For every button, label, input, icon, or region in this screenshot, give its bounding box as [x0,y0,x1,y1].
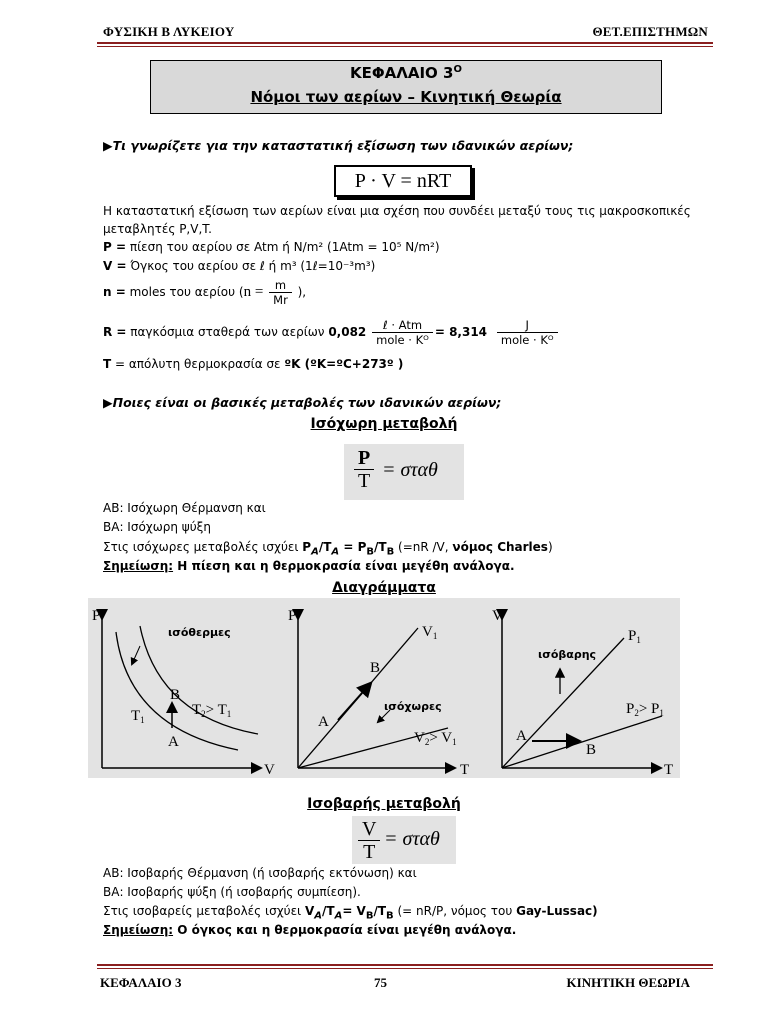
state-equation-formula: P · V = nRT [334,165,472,197]
isobaric-title: Ισοβαρής μεταβολή [307,796,461,812]
diagram-pt-isochores [288,608,469,778]
d2-arrow [338,684,370,720]
footer-rule [97,964,713,966]
d2-relation: $V_2> V_1$ [414,730,457,747]
d2-point-a: A [318,714,329,730]
d3-x-label: T [664,762,674,778]
d1-t1: $T_1$ [131,708,145,725]
d1-point-a: A [168,734,179,750]
p-definition: P = πίεση του αερίου σε Atm ή N/m² (1Atm = 10⁵ N/m²) [103,240,440,254]
header-rule [97,42,713,44]
d3-relation: $P_2> P_1$ [626,701,664,718]
isobaric-law: Στις ισοβαρείς μεταβολές ισχύει $V_A/T_A= V_B/T_B$ (= nR/P, νόμος του Gay-Lussac) [103,904,598,922]
intro-line-1: Η καταστατική εξίσωση των αερίων είναι μια σχέση που συνδέει μεταξύ τους τις μακροσκοπικές [103,204,691,218]
d2-isochore-v2 [298,728,448,768]
t-definition: T = απόλυτη θερμοκρασία σε ºK (ºK=ºC+273º ) [103,357,404,371]
d1-relation: $T_2> T_1$ [192,702,232,719]
diagrams-panel [88,598,680,778]
diagrams-title: Διαγράμματα [332,580,436,596]
isochoric-title: Ισόχωρη μεταβολή [310,416,458,432]
footer-rule-thin [97,968,713,969]
diagram-pv-isotherms [92,608,275,778]
isochoric-line-1: ΑΒ: Ισόχωρη Θέρμανση και [103,501,266,515]
d1-label: ισόθερμες [168,626,231,639]
r-definition: R = παγκόσμια σταθερά των αερίων 0,082 $\frac{\text{ℓ · Atm}}{\text{mole · Kᴼ}}$ = 8,314 $\frac{J}{\text{mole · Kᴼ}}$ [103,318,560,347]
d2-y-label: P [288,608,297,624]
v-definition: V = Όγκος του αερίου σε ℓ ή m³ (1ℓ=10⁻³m³) [103,259,376,273]
isochoric-line-2: ΒΑ: Ισόχωρη ψύξη [103,520,211,534]
d2-label: ισόχωρες [384,700,442,713]
isobaric-line-2: ΒΑ: Ισοβαρής ψύξη (ή ισοβαρής συμπίεση). [103,885,361,899]
chapter-title: ΚΕΦΑΛΑΙΟ $3^O$ [350,64,462,82]
d1-y-label: P [92,608,101,624]
chapter-title-box [150,60,662,114]
isobaric-note: Σημείωση: Ο όγκος και η θερμοκρασία είναι μεγέθη ανάλογα. [103,923,517,937]
d2-v1: $V_1$ [422,624,438,641]
d3-point-b: B [586,742,597,758]
d2-point-b: B [370,660,381,676]
diagram-vt-isobars [492,608,673,778]
d1-point-b: B [170,687,181,703]
isochoric-note: Σημείωση: Η πίεση και η θερμοκρασία είναι μεγέθη ανάλογα. [103,559,515,573]
n-definition: n = moles του αερίου (n = $\frac{m}{Mr}$ ), [103,278,307,307]
d3-label: ισόβαρης [538,648,597,661]
page-number: 75 [374,975,387,990]
footer-left: ΚΕΦΑΛΑΙΟ 3 [100,975,182,990]
d3-p1: $P_1$ [628,628,641,645]
question-basic-changes: ▶Ποιες είναι οι βασικές μεταβολές των ιδανικών αερίων; [103,395,502,410]
d2-x-label: T [460,762,470,778]
isobaric-equation: V T = σταθ [352,816,456,864]
d1-label-pointer [132,646,140,664]
header-rule-thin [97,46,713,47]
isochoric-equation: P T = σταθ [344,444,464,500]
header-left: ΦΥΣΙΚΗ Β ΛΥΚΕΙΟΥ [103,24,235,39]
d3-point-a: A [516,728,527,744]
intro-line-2: μεταβλητές P,V,T. [103,222,212,236]
chapter-subtitle: Νόμοι των αερίων – Κινητική Θεωρία [250,88,562,106]
question-state-equation: ▶Τι γνωρίζετε για την καταστατική εξίσωση των ιδανικών αερίων; [103,138,574,153]
d3-y-label: V [492,608,503,624]
isochoric-law: Στις ισόχωρες μεταβολές ισχύει $P_A/T_A = P_B/T_B$ (=nR /V, νόμος Charles) [103,540,553,558]
isobaric-line-1: ΑΒ: Ισοβαρής Θέρμανση (ή ισοβαρής εκτόνωση) και [103,866,417,880]
d1-x-label: V [264,762,275,778]
header-right: ΘΕΤ.ΕΠΙΣΤΗΜΩΝ [592,24,708,39]
footer-right: ΚΙΝΗΤΙΚΗ ΘΕΩΡΙΑ [566,975,690,990]
diagrams-svg [88,598,680,778]
